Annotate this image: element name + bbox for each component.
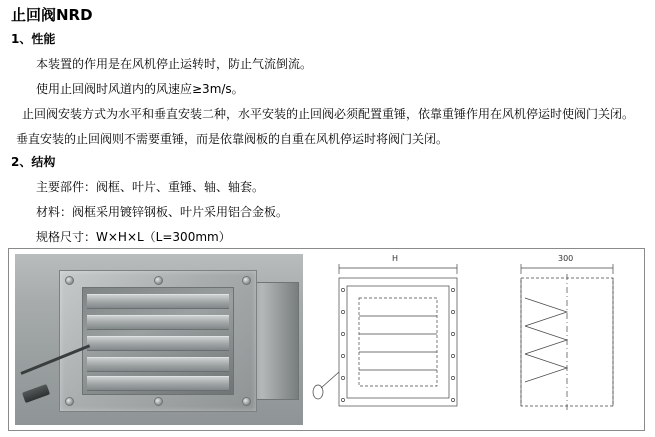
performance-paragraph-2: 使用止回阀时风道内的风速应≥3m/s。 [36,82,244,96]
valve-frame [59,270,257,412]
page-title: 止回阀NRD [11,6,93,24]
valve-blades [82,287,234,395]
section-heading-performance: 1、性能 [11,32,56,46]
technical-drawing [309,254,640,425]
drawing-svg [309,254,640,425]
structure-paragraph-2: 材料：阀框采用镀锌钢板、叶片采用铝合金板。 [36,205,289,219]
section-heading-structure: 2、结构 [11,155,56,169]
product-photo [15,254,303,425]
performance-paragraph-3: 止回阀安装方式为水平和垂直安装二种，水平安装的止回阀必须配置重锤，依靠重锤作用在风机停运时使阀门关闭。 [22,107,635,121]
structure-paragraph-1: 主要部件：阀框、叶片、重锤、轴、轴套。 [36,180,265,194]
structure-paragraph-3: 规格尺寸：W×H×L（L=300mm） [36,230,231,244]
performance-paragraph-1: 本装置的作用是在风机停止运转时，防止气流倒流。 [36,57,313,71]
dimension-label-width: H [392,254,399,263]
dimension-label-length: 300 [558,254,574,263]
performance-paragraph-4: 垂直安装的止回阀则不需要重锤，而是依靠阀板的自重在风机停运时将阀门关闭。 [16,132,449,146]
figure-container [8,248,645,431]
